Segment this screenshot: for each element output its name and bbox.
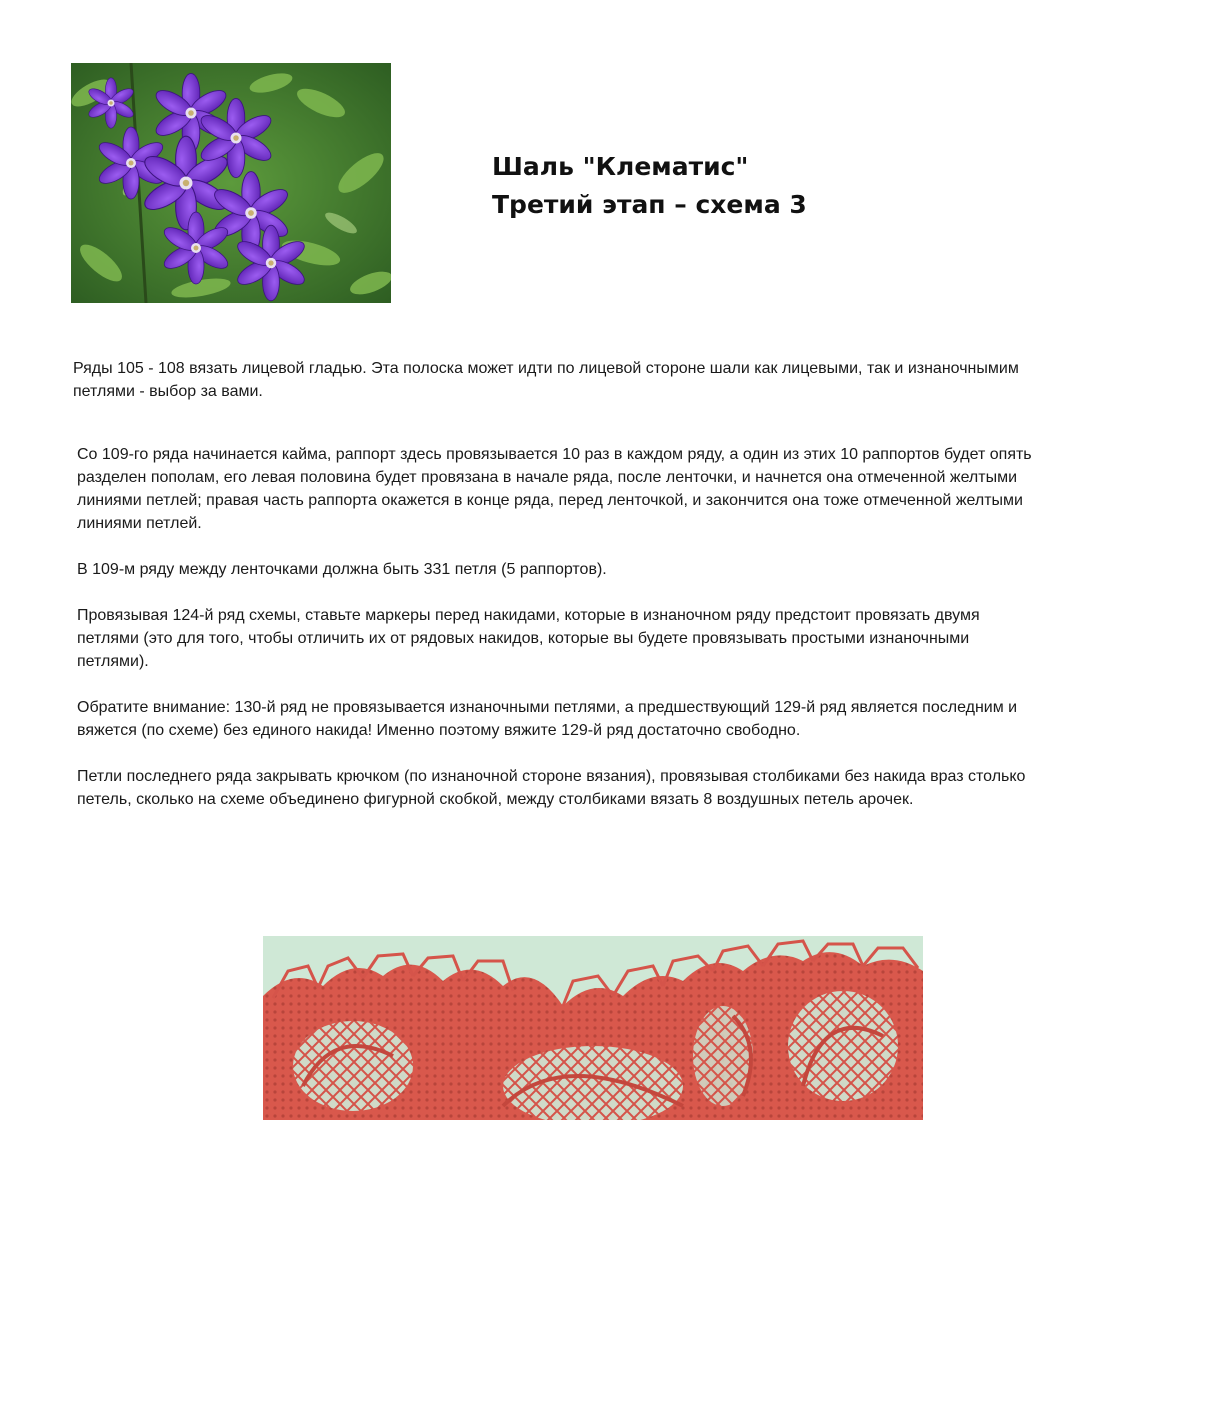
title-line-2: Третий этап – схема 3 <box>492 190 807 219</box>
clematis-flower-photo <box>71 63 391 303</box>
intro-paragraph: Ряды 105 - 108 вязать лицевой гладью. Эта полоска может идти по лицевой стороне шали как лицевыми, так и изнаночнымим петлями - выбор за вами. <box>73 360 1019 400</box>
paragraph-row-130-note: Обратите внимание: 130-й ряд не провязывается изнаночными петлями, а предшествующий 129-й ряд является последним и вяжется (по схеме) без единого накида! Именно поэтому вяжите 129-й ряд достаточно свободно. <box>77 699 1018 739</box>
paragraph-row-124: Провязывая 124-й ряд схемы, ставьте маркеры перед накидами, которые в изнаночном ряду предстоит провязать двумя петлями (это для того, чтобы отличить их от рядовых накидов, которые вы будете провязывать простыми изнаночными петлями). <box>77 607 980 670</box>
page-title <box>492 148 807 224</box>
paragraph-stitch-count: В 109-м ряду между ленточками должна быть 331 петля (5 раппортов). <box>77 561 607 578</box>
paragraph-border-start: Со 109-го ряда начинается кайма, раппорт здесь провязывается 10 раз в каждом ряду, а один из этих 10 раппортов будет опять разделен пополам, его левая половина будет провязана в начале ряда, после ленточки, и начнется она отмеченной желтыми линиями петлей; правая часть раппорта окажется в конце ряда, перед ленточкой, и закончится она тоже отмеченной желтыми линиями петлей. <box>77 446 1032 532</box>
instructions-body <box>77 443 1037 834</box>
lace-border-photo <box>263 936 923 1120</box>
title-line-1: Шаль "Клематис" <box>492 152 749 181</box>
paragraph-bind-off: Петли последнего ряда закрывать крючком (по изнаночной стороне вязания), провязывая столбиками без накида враз столько петель, сколько на схеме объединено фигурной скобкой, между столбиками вязать 8 воздушных петель арочек. <box>77 768 1026 808</box>
